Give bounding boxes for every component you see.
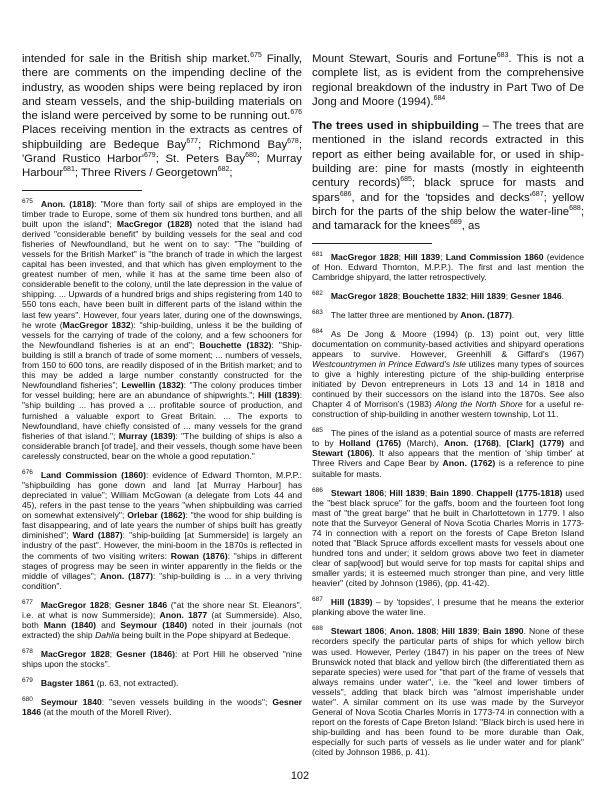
- page-number: 102: [290, 770, 310, 782]
- footnote-677: $^{677}$ MacGregor 1828; Gesner 1846 ("at the shore near St. Eleanors", i.e. at what is now Summerside); Anon. 1877 (at Summerside). Also, both Mann (1840) and Seymour (1840) noted in their journals (not extracted) the ship Dahlia being built in the Pope shipyard at Bedeque.: [22, 598, 303, 641]
- footnote-rule: [22, 190, 142, 191]
- footnote-684: $^{684}$ As De Jong & Moore (1994) (p. 13) point out, very little documentation on community-based activities and shipyard operations appears to survive. However, Greenhill & Giffard's (1967) Westcountrymen in Prince Edward's Isle utilizes many types of sources to give a highly interesting picture of the ship-building enterprise initiated by Devon entrepreneurs in Lots 13 and 14 in 1818 and continued by their successors on the island into the 1870s. See also Chapter 4 of Morrison's (1983) Along the North Shore for a useful re-construction of ship-building in another western township, Lot 11.: [312, 327, 585, 420]
- footnote-rule: [312, 243, 432, 244]
- footnote-676: $^{676}$ Land Commission (1860): evidence of Edward Thornton, M.P.P.: "shipbuilding has gone down and land [at Murray Harbour] has depreciated in value"; William McGowan (a delegate from Lots 44 and 45), refers in the past tense to the years "when shipbuilding was carried on somewhat extensively"; Orlebar (1862): "the wood for ship building is fast disappearing, and of late years the number of ships built has greatly diminished"; Ward (1887): "ship-building [at Summerside] is largely an industry of the past". However, the mini-boom in the 1870s is reflected in the comments of two visiting writers: Rowan (1876): "ships in different stages of progress may be seen in winter apparently in the fields or the middle of villages"; Anon. (1877): "ship-building is ... in a very thriving condition".: [22, 468, 302, 591]
- right-column: [312, 52, 584, 765]
- footnote-679: $^{679}$ Bagster 1861 (p. 63, not extracted).: [22, 677, 179, 689]
- footnote-680: $^{680}$ Seymour 1840: "seven vessels building in the woods"; Gesner 1846 (at the mouth of the Morell River).: [22, 696, 303, 718]
- body-paragraph: intended for sale in the British ship market.$^{675}$ Finally, there are comments on the impending decline of the industry, as wooden ships were being replaced by iron and steam vessels, and the ship-building materials on the island were perceived by some to be running out.$^{676}$ Places receiving mention in the extracts as centres of shipbuilding are Bedeque Bay$^{677}$; Richmond Bay$^{678}$; 'Grand Rustico $Harbor'^{679}$; St. Peters Bay$^{680}$; Murray Harbour$^{681}$; Three Rivers / Georgetown$^{682}$;: [22, 52, 302, 180]
- footnotes-left: [22, 197, 302, 718]
- footnote-688: $^{688}$ Stewart 1806; Anon. 1808; Hill 1839; Bain 1890. None of these recorders specify the particular parts of ships for which yellow birch was used. However, Perley (1847) in his paper on the trees of New Brunswick noted that black and yellow birch (the differentiated them as separate species) were used for "that part of the frame of vessels that always remains under water", i.e. the "keel and lower timbers of vessels", adding that black birch was "almost imperishable under water". A similar comment on its use was made by the Surveyor General of Nova Scotia Charles Morris in 1773-74 in connection with a report on the forests of Cape Breton Island: "Black birch is used here in ship-building and has been found to be more durable than Oak, especially for such parts of vessels as lie under water and for plank" (cited by Johnson 1986, p. 41).: [312, 625, 584, 758]
- section-paragraph-trees: The trees used in shipbuilding – The trees that are mentioned in the island records extracted in this report as either being available for, or used in ship-building are: pine for masts (mostly in eighteenth century records)$^{685}$; black spruce for masts and spars$^{686}$, and for the 'topsides and $decks'^{687}$; yellow birch for the parts of the ship below the water-line$^{688}$; and tamarack for the knees$^{689}$, as: [312, 120, 585, 233]
- left-column: [22, 52, 302, 724]
- footnote-681: $^{681}$ MacGregor 1828; Hill 1839; Land Commission 1860 (evidence of Hon. Edward Thornton, M.P.P.). The first and last mention the Cambridge shipyard, the latter retrospectively.: [312, 250, 585, 282]
- footnote-682: $^{682}$ MacGregor 1828; Bouchette 1832; Hill 1839; Gesner 1846.: [312, 289, 564, 301]
- footnote-685: $^{685}$ The pines of the island as a potential source of masts are referred to by Holland (1765) (March), Anon. (1768), [Clark] (1779) and Stewart (1806). It also appears that the mention of 'ship timber' at Three Rivers and Cape Bear by Anon. (1762) is a reference to pine suitable for masts.: [312, 427, 584, 479]
- body-paragraph: Mount Stewart, Souris and Fortune$^{683}$. This is not a complete list, as is evident from the comprehensive regional breakdown of the industry in Part Two of De Jong and Moore (1994).$^{684}$: [312, 52, 584, 108]
- footnote-675: $^{675}$ Anon. (1818): "More than forty sail of ships are employed in the timber trade to Europe, some of them six hundred tons burthen, and all built upon the island"; MacGregor (1828) noted that the island had derived "considerable benefit" by building vessels for the seal and cod fisheries of Newfoundland, but he went on to say: "The "building of vessels for the British Market" is "the branch of trade in which the largest capital has been invested, and that which has given employment to the greatest number of men, while it has at the same time been also of considerable benefit to the colony, until the late depression in the value of shipping. ... Upwards of a hundred brigs and ships registering from 140 to 550 tons each, have been built in different parts of the island within the last few years". However, four years later, during one of the downswings, he wrote (MacGregor 1832): "ship-building, unless it be the building of vessels for the carrying of trade of the colony, and a few schooners for the Newfoundland fisheries is at an end"; Bouchette (1832): "Ship-building is still a branch of trade of some moment; ... numbers of vessels, from 150 to 600 tons, are readily disposed of in the British market; and to this may be added a large number constantly constructed for the Newfoundland fisheries"; Lewellin (1832): "The colony produces timber for vessel building; here are an abundance of shipwrights."; Hill (1839): "ship building ... has proved a ... profitable source of production, and furnished a valuable export to Great Britain. ... The exports to Newfoundland, have chiefly consisted of ... many vessels for the grand fisheries of that island."; Murray (1839): "The building of ships is also a considerable branch [of trade], and their vessels, though some have been carelessly constructed, bear on the whole a good reputation.": [22, 197, 303, 461]
- footnote-686: $^{686}$ Stewart 1806; Hill 1839; Bain 1890. Chappell (1775-1818) used the "best black spruce" for the gaffs, boom and the fourteen foot long mast of "the great barge" that he built in Charlottetown in 1779. I also note that the Surveyor General of Nova Scotia Charles Morris in 1773-74 in connection with a report on the forests of Cape Breton Island noted that "Black Spruce affords excellent masts for vessels about one hundred tons and under; it seldom grows above two feet in diameter clear of sap[wood] but would serve for top masts for capital ships and smaller yards; it is esteemed much stronger than pine, and very little heavier" (cited by Johnson (1986), (pp. 41-42).: [312, 486, 585, 589]
- footnote-683: $^{683}$ The latter three are mentioned by Anon. (1877).: [312, 308, 515, 320]
- footnotes-right: [312, 250, 584, 758]
- footnote-678: $^{678}$ MacGregor 1828; Gesner (1846): at Port Hill he observed "nine ships upon the stocks".: [22, 648, 302, 670]
- footnote-687: $^{687}$ Hill (1839) – by 'topsides', I presume that he means the exterior planking above the water line.: [312, 596, 584, 618]
